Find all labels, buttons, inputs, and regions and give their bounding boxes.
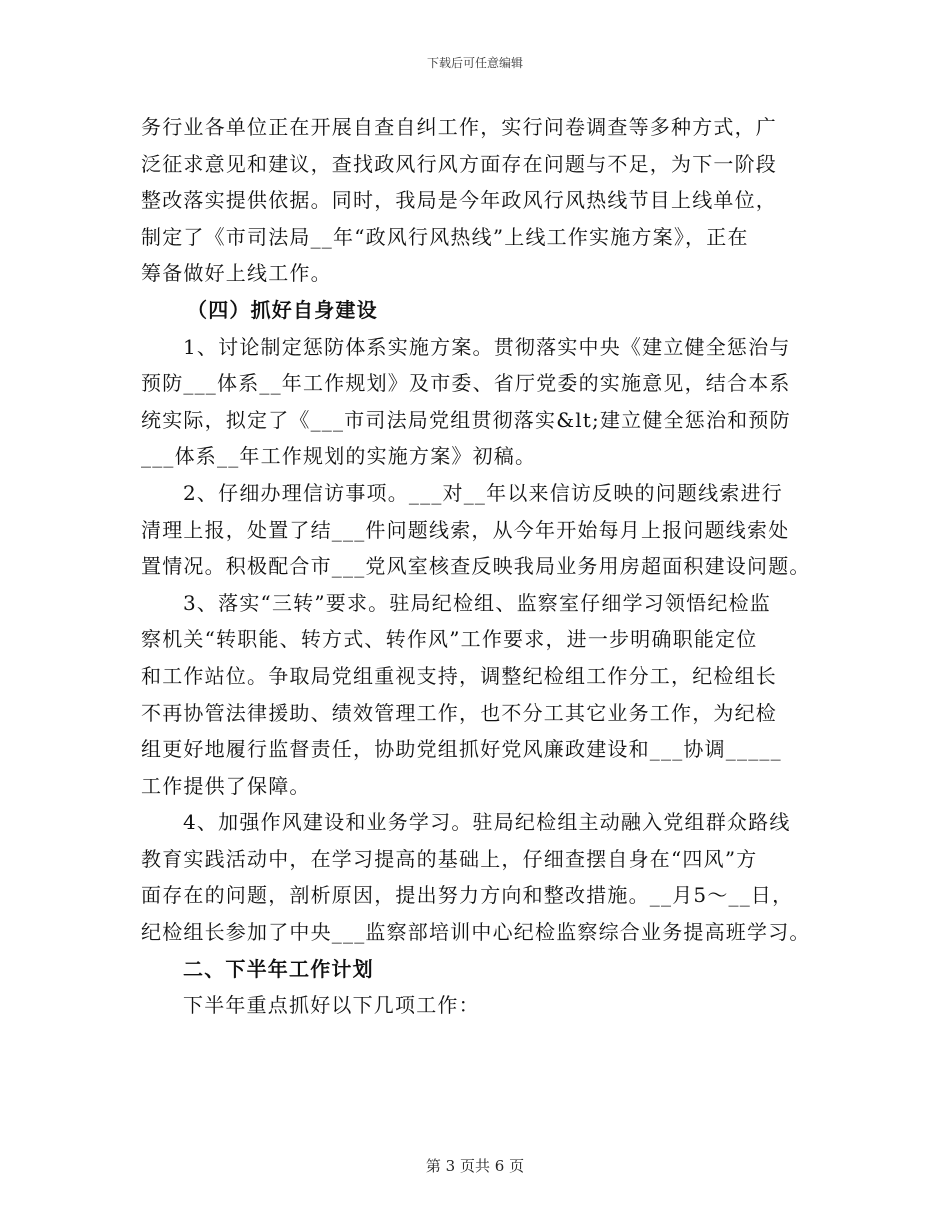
- paragraph-line: 工作提供了保障。: [141, 773, 311, 798]
- paragraph-line: 2、仔细办理信访事项。___对__年以来信访反映的问题线索进行: [183, 480, 783, 505]
- paragraph-line: 筹备做好上线工作。: [141, 261, 332, 286]
- paragraph-line: 置情况。积极配合市___党风室核查反映我局业务用房超面积建设问题。: [141, 554, 811, 579]
- paragraph-line: 组更好地履行监督责任，协助党组抓好党风廉政建设和___协调_____: [141, 737, 782, 762]
- paragraph-line: 面存在的问题，剖析原因，提出努力方向和整改措施。__月5～__日，: [141, 883, 794, 908]
- paragraph-line: 泛征求意见和建议，查找政风行风方面存在问题与不足，为下一阶段: [141, 151, 777, 176]
- document-body: [141, 109, 813, 1024]
- paragraph-line: 预防___体系__年工作规划》及市委、省厅党委的实施意见，结合本系: [141, 371, 791, 396]
- paragraph-line: 清理上报，处置了结___件问题线索，从今年开始每月上报问题线索处: [141, 517, 790, 542]
- paragraph-line: 3、落实“三转”要求。驻局纪检组、监察室仔细学习领悟纪检监: [183, 590, 771, 615]
- paragraph-line: 制定了《市司法局__年“政风行风热线”上线工作实施方案》，正在: [141, 224, 749, 249]
- paragraph-line: 1、讨论制定惩防体系实施方案。贯彻落实中央《建立健全惩治与: [183, 334, 791, 359]
- paragraph-line: 整改落实提供依据。同时，我局是今年政风行风热线节目上线单位，: [141, 188, 777, 213]
- paragraph-line: 和工作站位。争取局党组重视支持，调整纪检组工作分工，纪检组长: [141, 663, 777, 688]
- section-heading: 二、下半年工作计划: [183, 956, 374, 981]
- paragraph-line: ___体系__年工作规划的实施方案》初稿。: [141, 444, 537, 469]
- paragraph-line: 察机关“转职能、转方式、转作风”工作要求，进一步明确职能定位: [141, 627, 758, 652]
- paragraph-line: 下半年重点抓好以下几项工作：: [183, 993, 480, 1018]
- paragraph-line: 不再协管法律援助、绩效管理工作，也不分工其它业务工作，为纪检: [141, 700, 777, 725]
- paragraph-line: 教育实践活动中，在学习提高的基础上，仔细查摆自身在“四风”方: [141, 846, 758, 871]
- paragraph-line: 统实际，拟定了《___市司法局党组贯彻落实&lt;建立健全惩治和预防: [141, 407, 791, 432]
- paragraph-line: 4、加强作风建设和业务学习。驻局纪检组主动融入党组群众路线: [183, 810, 791, 835]
- page-header: 下载后可任意编辑: [426, 56, 523, 70]
- paragraph-line: 纪检组长参加了中央___监察部培训中心纪检监察综合业务提高班学习。: [141, 920, 811, 945]
- section-heading: （四）抓好自身建设: [187, 297, 378, 322]
- paragraph-line: 务行业各单位正在开展自查自纠工作，实行问卷调查等多种方式，广: [141, 115, 777, 139]
- page-number: 第 3 页共 6 页: [425, 1157, 525, 1175]
